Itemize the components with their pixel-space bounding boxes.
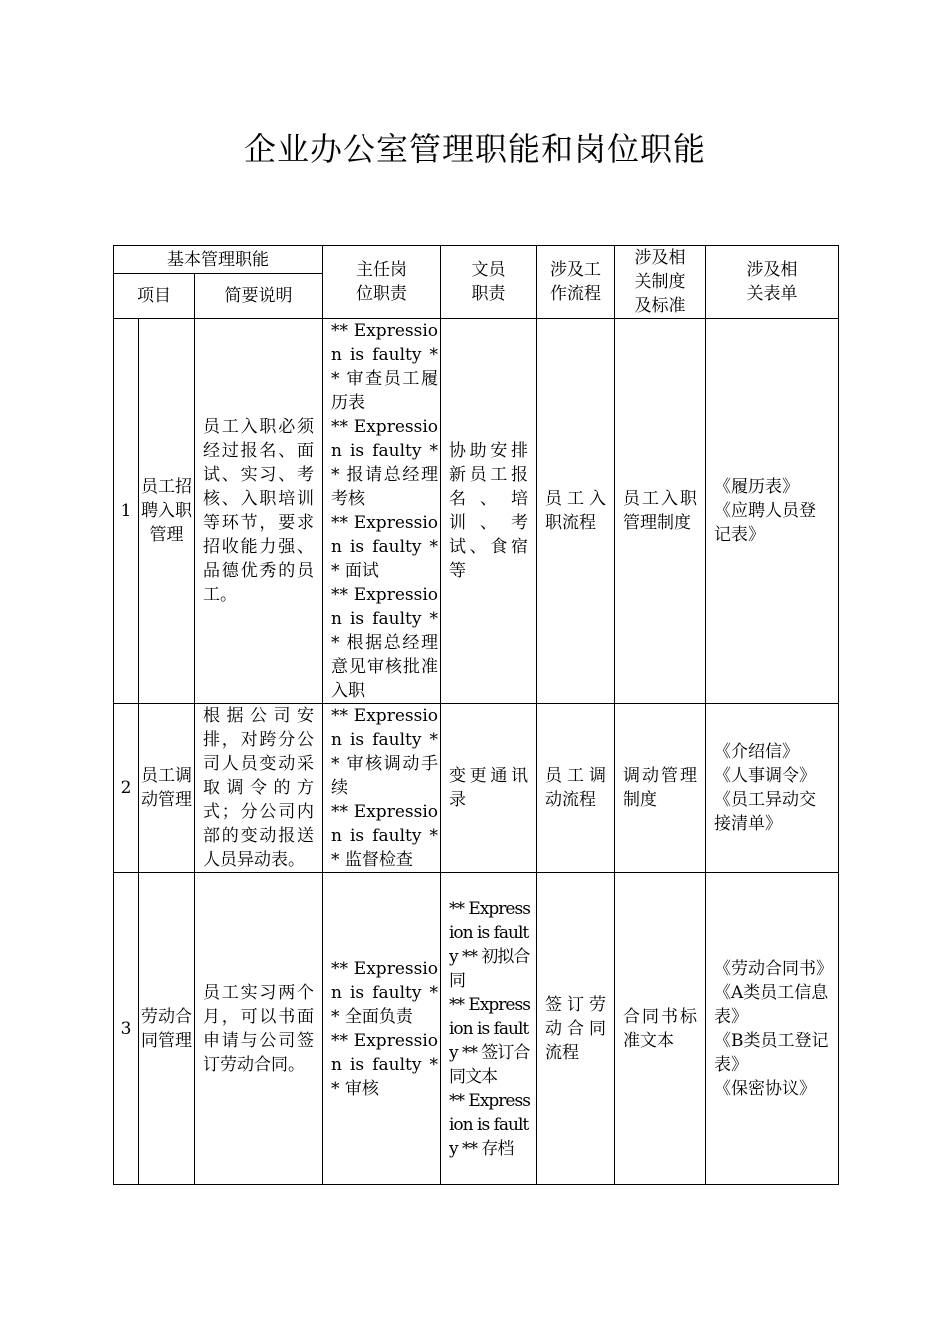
director-duty: ** Expression is faulty ** 全面负责 (331, 958, 438, 1027)
form-name: 《员工异动交接清单》 (714, 790, 816, 834)
header-brief: 简要说明 (195, 274, 323, 319)
director-duty: ** Expression is faulty ** 审核调动手续 (331, 706, 438, 798)
clerk-duty: ** Expression is faulty ** 签订合同文本 (449, 994, 530, 1087)
row-process: 员工调动流程 (537, 704, 615, 873)
director-duty: ** Expression is faulty ** 监督检查 (331, 802, 438, 870)
director-duty: ** Expression is faulty ** 报请总经理考核 (331, 417, 438, 509)
row-item: 员工招聘入职管理 (139, 319, 195, 704)
header-forms-line1: 涉及相 (746, 260, 798, 280)
director-duty: ** Expression is faulty ** 审核 (331, 1030, 438, 1099)
director-duty: ** Expression is faulty ** 根据总经理意见审核批准入职 (331, 585, 438, 701)
header-system-line1: 涉及相 (634, 248, 686, 268)
table-row (114, 704, 839, 873)
header-process-line1: 涉及工 (550, 260, 601, 280)
functions-table (113, 245, 839, 1185)
row-process: 签订劳动合同流程 (537, 873, 615, 1185)
row-system: 合同书标准文本 (615, 873, 706, 1185)
page-title: 企业办公室管理职能和岗位职能 (243, 130, 706, 168)
header-systems (615, 246, 706, 319)
form-name: 《劳动合同书》 (714, 958, 833, 979)
header-clerk-line2: 职责 (471, 284, 506, 304)
row-number: 3 (114, 873, 139, 1185)
header-forms-line2: 关表单 (746, 284, 798, 304)
row-director-duties (323, 873, 441, 1185)
header-system-line3: 及标准 (634, 296, 686, 316)
row-item: 员工调动管理 (139, 704, 195, 873)
header-processes (537, 246, 615, 319)
director-duty: ** Expression is faulty ** 审查员工履历表 (331, 321, 438, 413)
clerk-duty: ** Expression is faulty ** 存档 (449, 1090, 530, 1159)
row-number: 2 (114, 704, 139, 873)
table-row (114, 319, 839, 704)
row-number: 1 (114, 319, 139, 704)
header-director-duties (323, 246, 441, 319)
row-forms (706, 873, 839, 1185)
row-brief: 员工入职必须经过报名、面试、实习、考核、入职培训等环节，要求招收能力强、品德优秀的员工。 (195, 319, 323, 704)
header-row-1 (114, 246, 839, 274)
row-director-duties (323, 319, 441, 704)
table-row (114, 873, 839, 1185)
header-clerk-duties (441, 246, 537, 319)
row-system: 调动管理制度 (615, 704, 706, 873)
header-director-line1: 主任岗 (356, 260, 407, 280)
form-name: 《B类员工登记表》 (714, 1030, 829, 1075)
header-clerk-line1: 文员 (471, 260, 506, 280)
header-item: 项目 (114, 274, 195, 319)
row-director-duties (323, 704, 441, 873)
row-forms (706, 704, 839, 873)
row-clerk-duties: 协助安排新员工报名、培训、考试、食宿等 (441, 319, 537, 704)
row-clerk-duties (441, 873, 537, 1185)
header-process-line2: 作流程 (550, 284, 601, 304)
row-clerk-duties: 变更通讯录 (441, 704, 537, 873)
director-duty: ** Expression is faulty ** 面试 (331, 513, 438, 581)
form-name: 《履历表》 (714, 477, 799, 497)
form-name: 《介绍信》 (714, 742, 799, 762)
form-name: 《应聘人员登记表》 (714, 501, 816, 545)
form-name: 《人事调令》 (714, 766, 816, 786)
row-brief: 根据公司安排，对跨分公司人员变动采取调令的方式；分公司内部的变动报送人员异动表。 (195, 704, 323, 873)
form-name: 《保密协议》 (714, 1078, 816, 1099)
clerk-duty: ** Expression is faulty ** 初拟合同 (449, 898, 530, 991)
row-process: 员工入职流程 (537, 319, 615, 704)
row-item: 劳动合同管理 (139, 873, 195, 1185)
header-forms (706, 246, 839, 319)
row-brief: 员工实习两个月，可以书面申请与公司签订劳动合同。 (195, 873, 323, 1185)
header-system-line2: 关制度 (634, 272, 686, 292)
form-name: 《A类员工信息表》 (714, 982, 829, 1027)
header-director-line2: 位职责 (356, 284, 407, 304)
row-system: 员工入职管理制度 (615, 319, 706, 704)
row-forms (706, 319, 839, 704)
header-basic-functions: 基本管理职能 (114, 246, 323, 274)
